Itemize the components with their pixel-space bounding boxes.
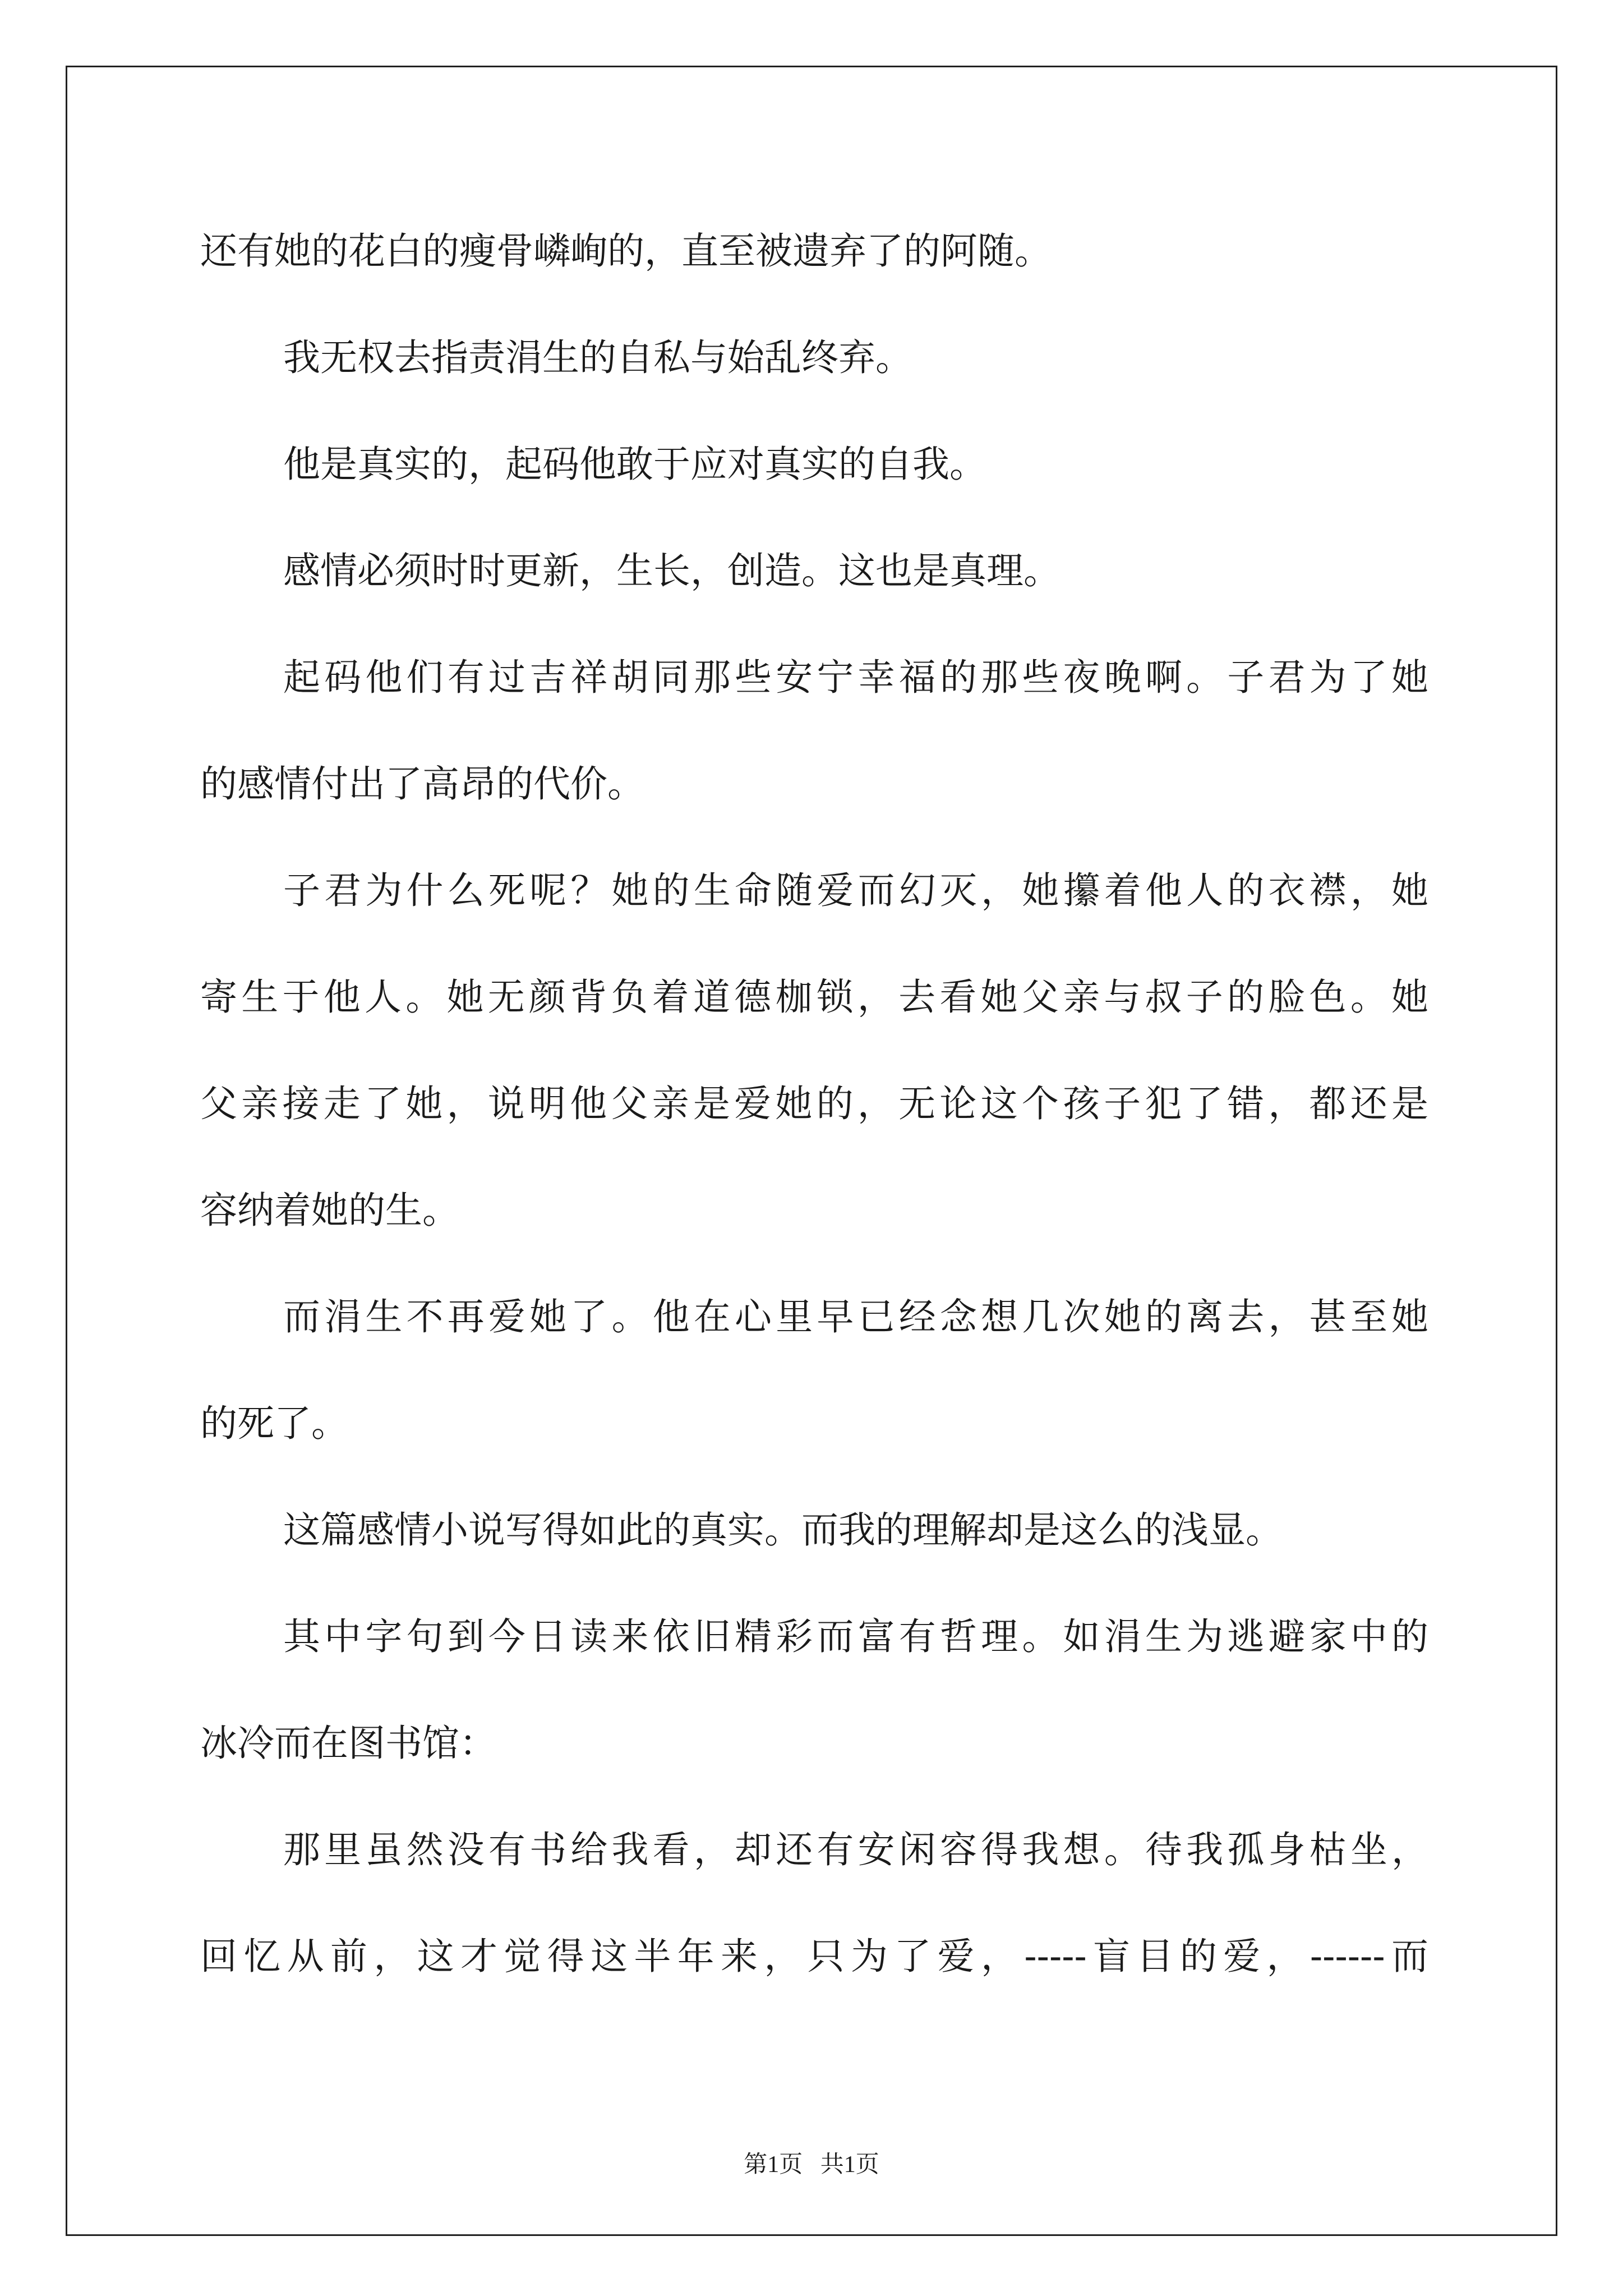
text-line-9: 父亲接走了她，说明他父亲是爱她的，无论这个孩子犯了错，都还是 — [200, 1082, 1428, 1125]
text-line-12: 的死了。 — [200, 1402, 348, 1445]
text-line-6: 的感情付出了高昂的代价。 — [200, 762, 644, 806]
text-line-8: 寄生于他人。她无颜背负着道德枷锁，去看她父亲与叔子的脸色。她 — [200, 976, 1428, 1019]
text-line-7: 子君为什么死呢？她的生命随爱而幻灭，她攥着他人的衣襟，她 — [283, 869, 1428, 912]
page-number-footer: 第1页 共1页 — [744, 2152, 879, 2178]
text-line-14: 其中字句到今日读来依旧精彩而富有哲理。如涓生为逃避家中的 — [283, 1615, 1428, 1658]
text-line-16: 那里虽然没有书给我看，却还有安闲容得我想。待我孤身枯坐， — [283, 1828, 1428, 1871]
text-line-17: 回忆从前，这才觉得这半年来，只为了爱，-----盲目的爱，------而 — [200, 1935, 1428, 1978]
text-line-3: 他是真实的，起码他敢于应对真实的自我。 — [283, 443, 986, 486]
text-line-15: 冰冷而在图书馆： — [200, 1722, 496, 1765]
page-border — [66, 66, 1557, 2236]
text-line-13: 这篇感情小说写得如此的真实。而我的理解却是这么的浅显。 — [283, 1508, 1283, 1552]
text-line-4: 感情必须时时更新，生长，创造。这也是真理。 — [283, 549, 1061, 592]
text-line-2: 我无权去指责涓生的自私与始乱终弃。 — [283, 336, 912, 379]
text-line-1: 还有她的花白的瘦骨嶙峋的，直至被遗弃了的阿随。 — [200, 229, 1052, 273]
text-line-5: 起码他们有过吉祥胡同那些安宁幸福的那些夜晚啊。子君为了她 — [283, 656, 1428, 699]
text-line-11: 而涓生不再爱她了。他在心里早已经念想几次她的离去，甚至她 — [283, 1295, 1428, 1338]
text-line-10: 容纳着她的生。 — [200, 1189, 459, 1232]
